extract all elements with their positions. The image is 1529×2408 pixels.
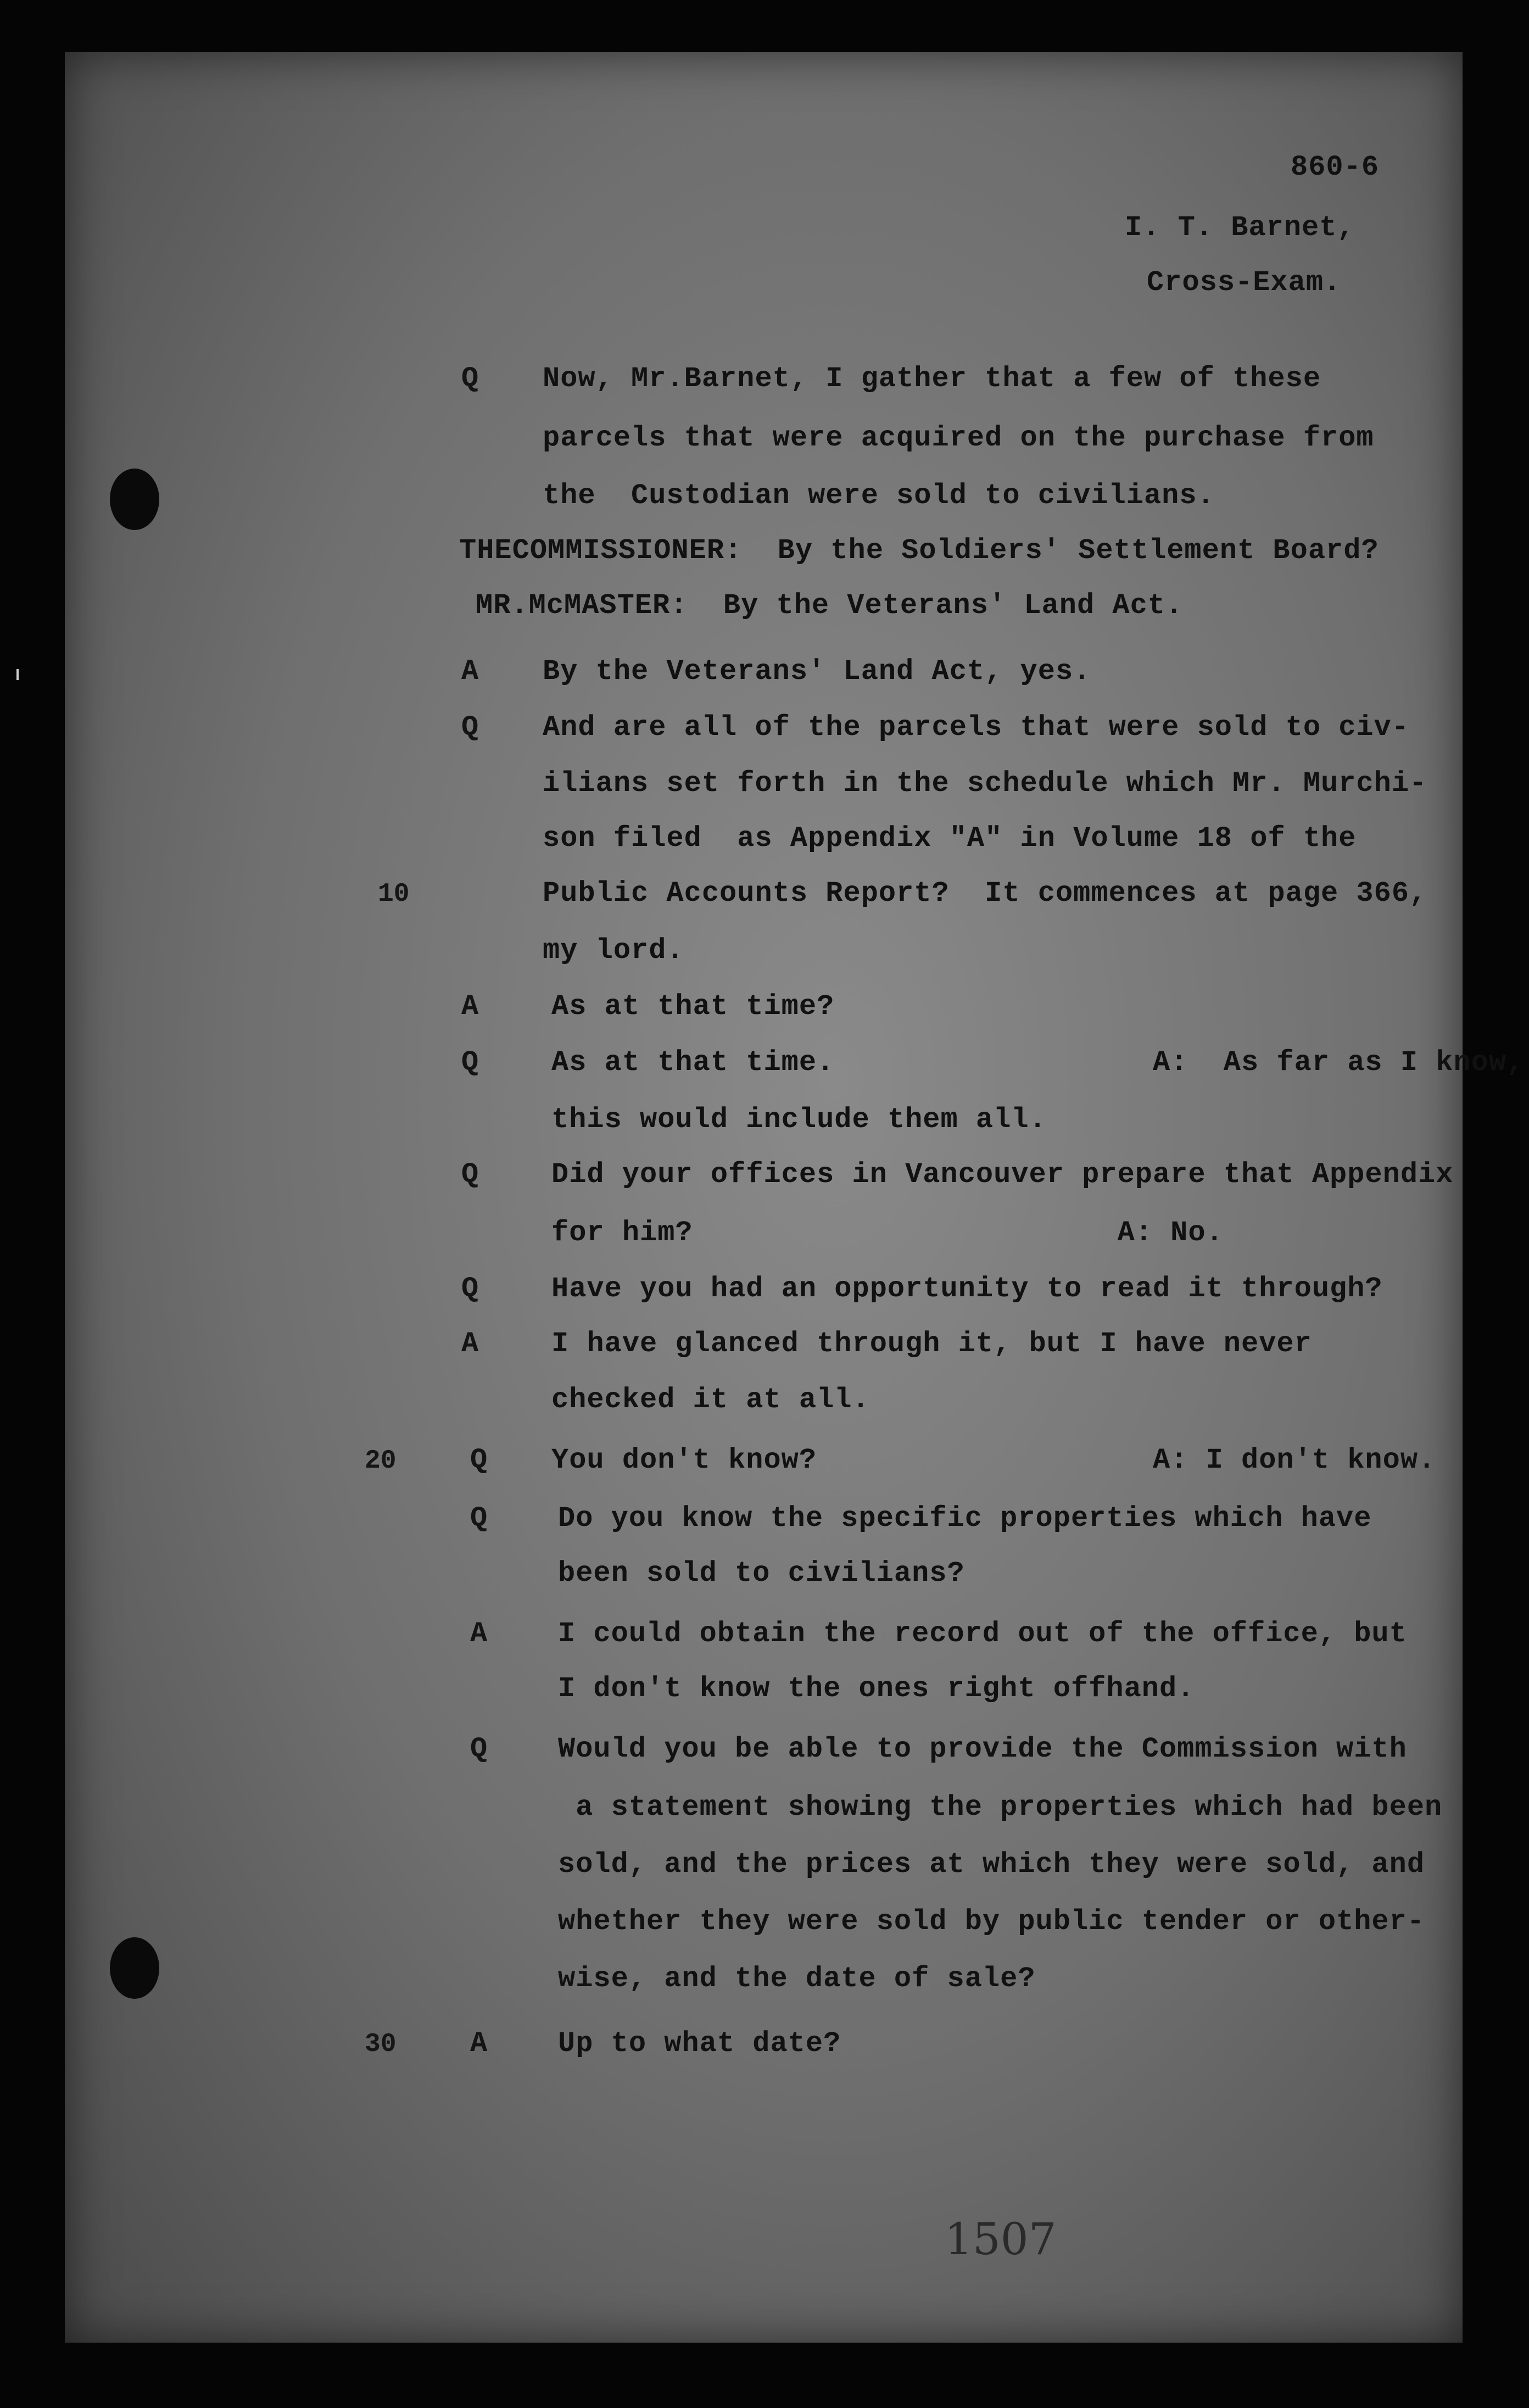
- line-number: 30: [365, 2030, 397, 2059]
- film-edge-mark: [16, 669, 19, 680]
- transcript-line: sold, and the prices at which they were sold, and: [558, 1848, 1425, 1881]
- question-marker: Q: [461, 1273, 479, 1305]
- transcript-page: [65, 52, 1525, 2343]
- answer-marker: A: [470, 2027, 488, 2060]
- question-marker: Q: [461, 711, 479, 744]
- transcript-line: You don't know? A: I don't know.: [551, 1444, 1436, 1476]
- answer-marker: A: [461, 1328, 479, 1360]
- transcript-line: As at that time. A: As far as I know,: [551, 1046, 1525, 1079]
- answer-marker: A: [470, 1618, 488, 1650]
- transcript-line: parcels that were acquired on the purchase from: [543, 422, 1374, 454]
- transcript-line: THECOMMISSIONER: By the Soldiers' Settlement Board?: [459, 534, 1379, 567]
- transcript-line: MR.McMASTER: By the Veterans' Land Act.: [476, 589, 1184, 622]
- transcript-line: I have glanced through it, but I have never: [551, 1328, 1312, 1360]
- transcript-line: As at that time?: [551, 990, 835, 1023]
- page-reference: 860-6: [1291, 151, 1380, 183]
- answer-marker: A: [461, 655, 479, 688]
- transcript-line: been sold to civilians?: [558, 1557, 965, 1590]
- transcript-line: wise, and the date of sale?: [558, 1963, 1036, 1995]
- transcript-line: my lord.: [543, 934, 684, 967]
- transcript-line: Now, Mr.Barnet, I gather that a few of these: [543, 363, 1321, 395]
- punch-hole: [110, 1937, 159, 1999]
- transcript-line: I could obtain the record out of the office, but: [558, 1618, 1407, 1650]
- transcript-line: checked it at all.: [551, 1384, 870, 1416]
- transcript-line: I don't know the ones right offhand.: [558, 1673, 1195, 1705]
- witness-name: I. T. Barnet,: [1125, 211, 1355, 244]
- transcript-line: Do you know the specific properties which have: [558, 1502, 1372, 1535]
- question-marker: Q: [461, 1046, 479, 1079]
- question-marker: Q: [470, 1733, 488, 1765]
- line-number: 20: [365, 1446, 397, 1476]
- transcript-line: Have you had an opportunity to read it through?: [551, 1273, 1383, 1305]
- transcript-line: Public Accounts Report? It commences at page 366,: [543, 877, 1427, 910]
- punch-hole: [110, 469, 159, 530]
- examination-type: Cross-Exam.: [1147, 266, 1342, 299]
- question-marker: Q: [461, 1158, 479, 1191]
- transcript-line: whether they were sold by public tender or other-: [558, 1905, 1425, 1938]
- answer-marker: A: [461, 990, 479, 1023]
- transcript-line: for him? A: No.: [551, 1217, 1224, 1249]
- question-marker: Q: [461, 363, 479, 395]
- transcript-line: And are all of the parcels that were sold to civ-: [543, 711, 1410, 744]
- transcript-line: ilians set forth in the schedule which Mr. Murchi-: [543, 767, 1427, 800]
- transcript-line: By the Veterans' Land Act, yes.: [543, 655, 1091, 688]
- question-marker: Q: [470, 1502, 488, 1535]
- transcript-line: Up to what date?: [558, 2027, 841, 2060]
- transcript-line: a statement showing the properties which had been: [558, 1791, 1443, 1824]
- transcript-line: Would you be able to provide the Commission with: [558, 1733, 1407, 1765]
- transcript-line: son filed as Appendix "A" in Volume 18 of the: [543, 822, 1357, 855]
- line-number: 10: [378, 879, 410, 909]
- transcript-line: the Custodian were sold to civilians.: [543, 480, 1215, 512]
- page-number: 1507: [945, 2214, 1057, 2265]
- transcript-line: Did your offices in Vancouver prepare that Appendix: [551, 1158, 1454, 1191]
- question-marker: Q: [470, 1444, 488, 1476]
- transcript-line: this would include them all.: [551, 1103, 1047, 1136]
